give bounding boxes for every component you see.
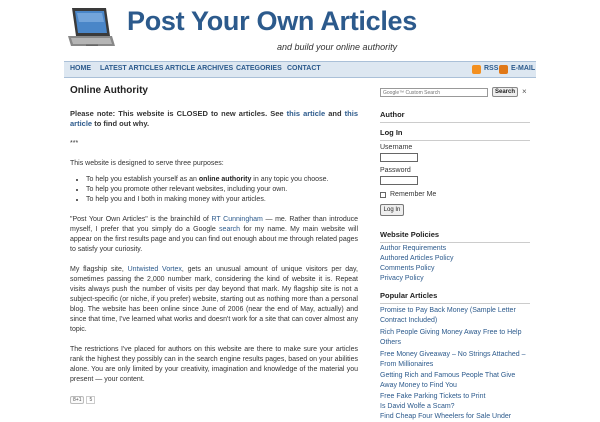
para-text: My flagship site,	[70, 266, 128, 273]
notice-text-mid: and	[325, 109, 345, 118]
popular-article-link[interactable]: Rich People Giving Money Away Free to Help Others	[380, 329, 522, 346]
nav-home[interactable]: HOME	[70, 65, 91, 72]
post-title: Online Authority	[70, 85, 148, 96]
site-tagline: and build your online authority	[277, 42, 398, 52]
nav-email[interactable]: E-MAIL	[511, 65, 536, 72]
para-text: — me. Rather than introduce myself, I prefer that you simply do a Google	[70, 216, 359, 233]
paragraph-flagship	[70, 265, 358, 335]
policies-widget-title: Website Policies	[380, 230, 530, 243]
popular-article-link[interactable]: Promise to Pay Back Money (Sample Letter Contract Included)	[380, 307, 516, 324]
popular-article-link[interactable]: Free Fake Parking Tickets to Print	[380, 393, 486, 400]
purpose-list	[86, 175, 358, 205]
purpose-text-after: in any topic you choose.	[251, 176, 329, 183]
paragraph-brainchild	[70, 215, 358, 255]
site-header	[0, 0, 600, 60]
policy-link-authored-articles[interactable]: Authored Articles Policy	[380, 255, 454, 262]
rss-icon[interactable]	[472, 65, 481, 74]
popular-article-link[interactable]: Free Money Giveaway – No Strings Attached – From Millionaires	[380, 351, 526, 368]
login-button[interactable]: Log In	[380, 204, 404, 216]
nav-categories[interactable]: CATEGORIES	[236, 65, 282, 72]
nav-article-archives[interactable]: ARTICLE ARCHIVES	[165, 65, 234, 72]
nav-rss[interactable]: RSS	[484, 65, 499, 72]
untwisted-vortex-link[interactable]: Untwisted Vortex	[127, 266, 182, 273]
notice-link-1[interactable]: this article	[286, 109, 326, 118]
notice-text-suffix: to find out why.	[92, 119, 150, 128]
popular-article-link[interactable]: Is David Wolfe a Scam?	[380, 403, 455, 410]
main-navigation	[64, 61, 536, 78]
para-text: "Post Your Own Articles" is the brainchild of	[70, 216, 212, 223]
search-button[interactable]: Search	[492, 87, 518, 97]
remember-me-checkbox[interactable]	[380, 192, 386, 198]
list-item	[86, 185, 358, 195]
para-text: , gets an unusual amount of unique visitors per day, sometimes passing the 2,000 number mark, considering the kind of website it is. Repeat visits always push the number of visits per day beyond that mark. My flagship site is not a subject-specific (or niche, if you prefer) website, starting out as nothing more than a personal blog. The website has been online since June of 2006 (near the end of May, actually) and since that time, I've learned what works and doesn't work for a site that can cover almost any topic.	[70, 266, 358, 333]
popular-article-link[interactable]: Find Cheap Four Wheelers for Sale Under	[380, 413, 512, 420]
policy-link-author-requirements[interactable]: Author Requirements	[380, 245, 447, 252]
main-content	[70, 86, 358, 405]
popular-widget-title: Popular Articles	[380, 291, 530, 304]
remember-me-label: Remember Me	[390, 191, 437, 198]
rt-cunningham-link[interactable]: RT Cunningham	[211, 216, 263, 223]
paragraph-restrictions: The restrictions I've placed for authors on this website are there to make sure your articles rank the highest they possibly can in the search engine results pages, based on your abilities alone. You are only limited by your creativity, imagination and knowledge of the material you present — your content.	[70, 346, 358, 383]
close-icon[interactable]: ×	[522, 87, 527, 96]
intro-text: This website is designed to serve three purposes:	[70, 160, 224, 167]
password-label: Password	[380, 167, 411, 174]
purpose-text: To help you and I both in making money with your articles.	[86, 196, 266, 203]
search-link[interactable]: search	[219, 226, 241, 233]
share-bar	[70, 395, 358, 405]
site-title[interactable]: Post Your Own Articles	[127, 6, 417, 36]
list-item	[86, 175, 358, 185]
login-widget-title: Log In	[380, 128, 530, 141]
para-text: for my name. My main website will appear on the first results page and you can find out enough about me through related pages to satisfy your curiosity.	[70, 226, 358, 253]
purpose-text: To help you establish yourself as an	[86, 176, 199, 183]
online-authority-link[interactable]: online authority	[198, 176, 252, 183]
purpose-text: To help you promote other relevant websites, including your own.	[86, 186, 288, 193]
email-icon[interactable]	[499, 65, 508, 74]
plus-one-button[interactable]: 8+1	[70, 396, 84, 404]
notice-link-2[interactable]: this article	[70, 109, 359, 128]
search-input[interactable]	[380, 88, 488, 97]
username-field[interactable]	[380, 153, 418, 162]
share-count: 5	[86, 396, 95, 404]
notice-text: Please note: This website is CLOSED to new articles. See	[70, 109, 287, 118]
laptop-logo-icon[interactable]	[66, 6, 116, 50]
list-item	[86, 195, 358, 205]
closed-notice	[70, 109, 358, 129]
password-field[interactable]	[380, 176, 418, 185]
author-widget-title: Author	[380, 110, 530, 123]
popular-article-link[interactable]: Getting Rich and Famous People That Give Away Money to Find You	[380, 372, 516, 389]
username-label: Username	[380, 144, 413, 151]
nav-contact[interactable]: CONTACT	[287, 65, 321, 72]
separator: ***	[70, 140, 79, 147]
policy-link-privacy[interactable]: Privacy Policy	[380, 275, 424, 282]
policy-link-comments[interactable]: Comments Policy	[380, 265, 435, 272]
nav-latest-articles[interactable]: LATEST ARTICLES	[100, 65, 164, 72]
